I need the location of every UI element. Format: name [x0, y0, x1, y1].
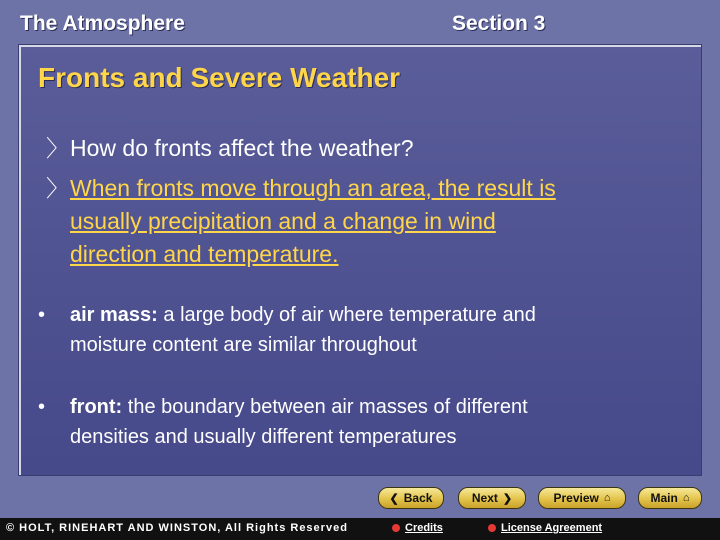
main-button[interactable] — [638, 487, 702, 509]
question-line — [46, 132, 686, 165]
answer-line-1[interactable]: When fronts move through an area, the result is — [70, 175, 556, 201]
term-label: air mass: — [70, 304, 158, 326]
bullet-icon: • — [38, 396, 46, 418]
term-label: front: — [70, 396, 123, 418]
chevron-right-icon: 〉 — [46, 135, 69, 161]
bullet-icon: • — [38, 304, 46, 326]
preview-button[interactable] — [538, 487, 626, 509]
home-icon: ⌂ — [682, 492, 690, 504]
chevron-right-icon: ❯ — [502, 492, 513, 505]
copyright-text: © HOLT, RINEHART AND WINSTON, All Rights Reserved — [6, 522, 348, 534]
main-label: Main — [650, 491, 678, 505]
answer-line-2[interactable]: usually precipitation and a change in wind — [70, 208, 496, 234]
section-label: Section 3 — [452, 12, 546, 35]
bullet-dot-icon — [392, 524, 400, 532]
preview-label: Preview — [553, 491, 599, 505]
slide-title: Fronts and Severe Weather — [38, 62, 401, 93]
footer — [0, 518, 720, 540]
bullet-dot-icon — [488, 524, 496, 532]
answer-line-3[interactable]: direction and temperature. — [70, 241, 339, 267]
definition-line-1: the boundary between air masses of different — [122, 396, 528, 418]
license-label: License Agreement — [501, 522, 603, 534]
question-text: How do fronts affect the weather? — [70, 135, 414, 161]
chevron-left-icon: ❮ — [389, 492, 399, 505]
chevron-right-icon: 〉 — [46, 175, 69, 201]
list-item — [38, 300, 688, 364]
back-label: Back — [403, 491, 433, 505]
next-label: Next — [471, 491, 498, 505]
definition-line-2: densities and usually different temperatures — [70, 426, 457, 448]
answer-link[interactable] — [70, 172, 680, 271]
definition-text — [70, 300, 680, 360]
license-link[interactable] — [488, 522, 602, 534]
next-button[interactable] — [458, 487, 526, 509]
definition-line-2: moisture content are similar throughout — [70, 334, 417, 356]
chapter-title: The Atmosphere — [20, 12, 185, 35]
credits-label: Credits — [405, 522, 443, 534]
list-item — [38, 392, 688, 456]
home-icon: ⌂ — [603, 492, 611, 504]
back-button[interactable] — [378, 487, 444, 509]
definition-text — [70, 392, 680, 452]
definition-line-1: a large body of air where temperature and — [157, 304, 536, 326]
credits-link[interactable] — [392, 522, 443, 534]
